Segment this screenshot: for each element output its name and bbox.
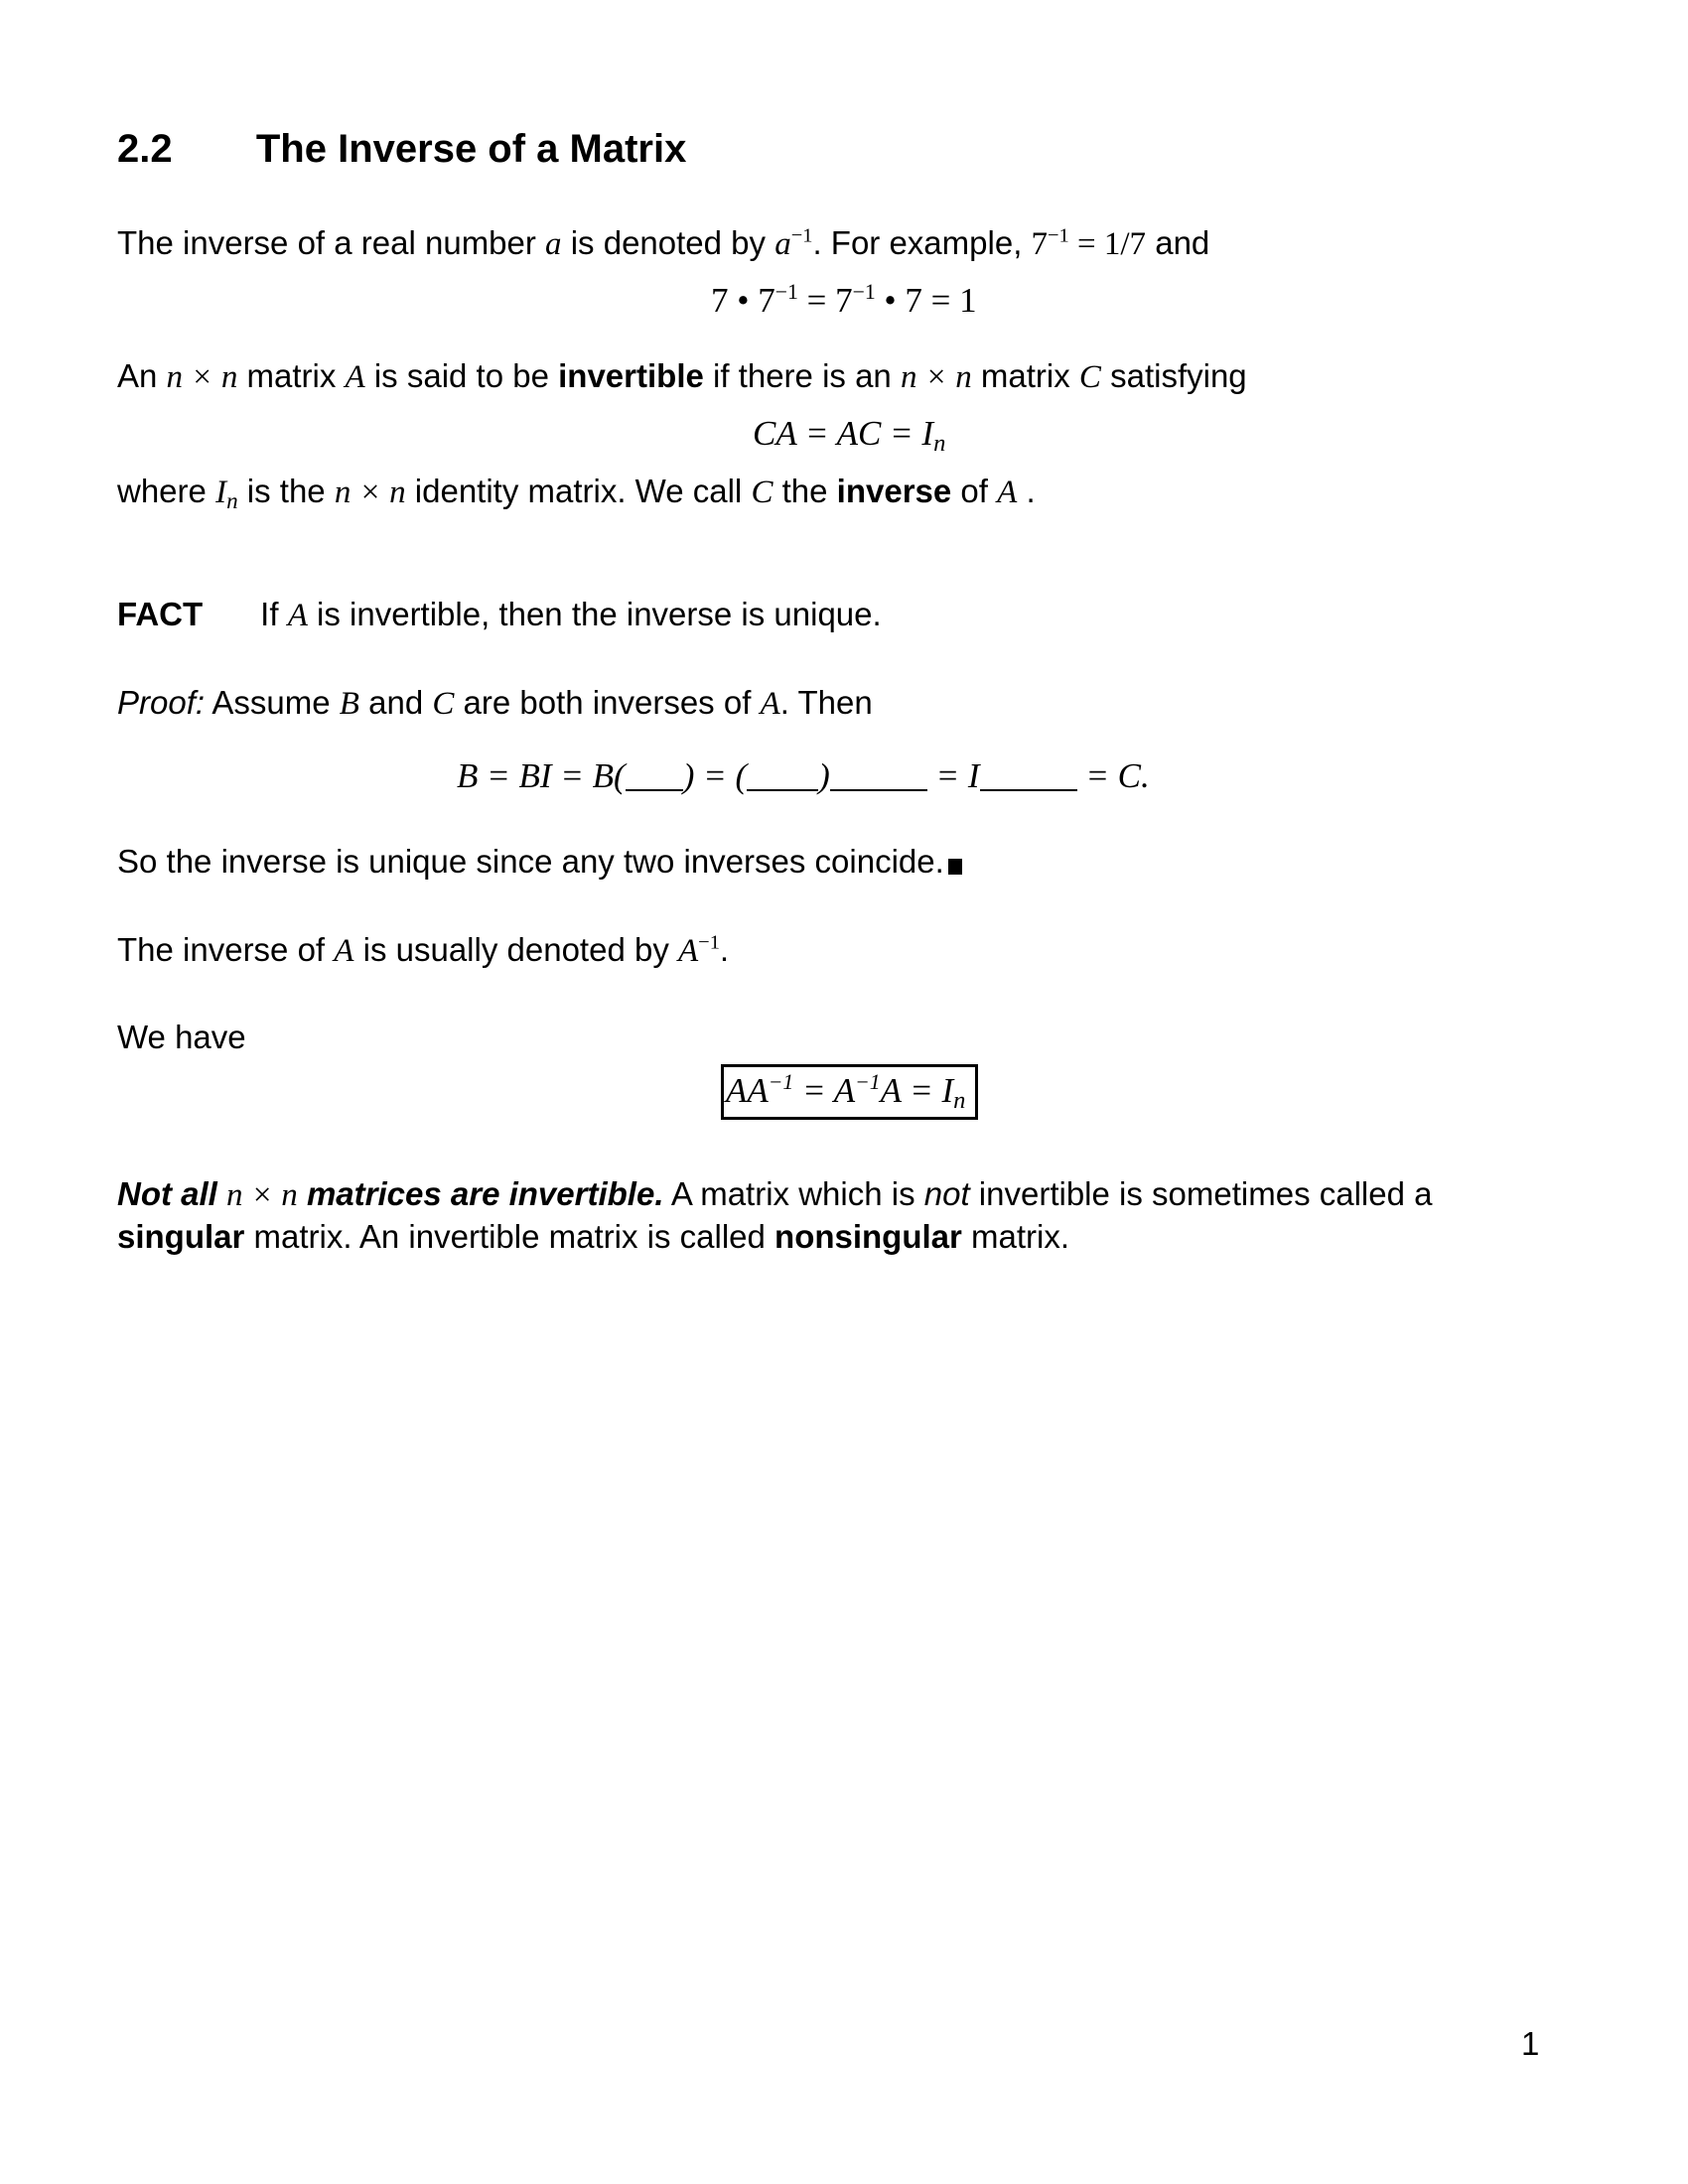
text: where — [117, 473, 216, 509]
math-subscript: n — [953, 1087, 966, 1115]
equation-seven-inverse — [711, 281, 977, 321]
math-part: = 7 — [797, 281, 853, 320]
math-exponent: −1 — [852, 279, 876, 304]
emphasis-text: matrices are invertible. — [297, 1175, 664, 1212]
math-part: ) — [818, 756, 830, 795]
math-part: A = I — [880, 1071, 954, 1110]
text: of — [951, 473, 998, 509]
text: . — [1017, 473, 1036, 509]
text: matrix — [237, 357, 346, 394]
math-var: A — [345, 359, 365, 395]
fill-in-blank-4[interactable] — [980, 761, 1077, 791]
equation-uniqueness-proof — [457, 756, 1150, 796]
math-subscript: n — [933, 430, 946, 458]
math-exponent: −1 — [855, 1069, 881, 1094]
math-part: • 7 = 1 — [875, 281, 977, 320]
text: . For example, — [812, 224, 1032, 261]
text: if there is an — [703, 357, 901, 394]
fill-in-blank-2[interactable] — [747, 761, 818, 791]
paragraph-invertible-definition — [117, 357, 1247, 396]
math-part: = A — [793, 1071, 856, 1110]
text: Assume — [205, 684, 340, 721]
fill-in-blank-1[interactable] — [626, 761, 683, 791]
text: satisfying — [1100, 357, 1247, 394]
text: are both inverses of — [454, 684, 761, 721]
math-part: = I — [926, 756, 980, 795]
text: The inverse of — [117, 931, 335, 968]
text: A matrix which is — [663, 1175, 924, 1212]
text: matrix. — [961, 1218, 1070, 1255]
paragraph-line-1 — [117, 1173, 1432, 1216]
math-expression: n × n — [226, 1177, 298, 1213]
math-expression: = 1/7 — [1068, 226, 1147, 262]
math-part: 7 • 7 — [711, 281, 775, 320]
text: invertible is sometimes called a — [969, 1175, 1433, 1212]
fill-in-blank-3[interactable] — [830, 761, 927, 791]
math-exponent: −1 — [790, 224, 813, 247]
paragraph-line-2 — [117, 1216, 1432, 1258]
math-var: A — [334, 933, 354, 969]
math-subscript: n — [226, 486, 238, 513]
math-var: A — [997, 475, 1018, 510]
math-var: C — [432, 686, 455, 722]
emphasis-text: Not all — [117, 1175, 227, 1212]
text: The inverse of a real number — [117, 224, 546, 261]
text: So the inverse is unique since any two inverses coincide. — [117, 843, 944, 880]
we-have-text: We have — [117, 1019, 246, 1055]
math-expression: n × n — [334, 475, 406, 510]
math-var: a — [545, 226, 562, 262]
paragraph-inverse-term — [117, 473, 1036, 511]
equation-inverse-definition — [753, 414, 946, 458]
text: is invertible, then the inverse is unique. — [307, 596, 882, 632]
text: is denoted by — [561, 224, 775, 261]
math-var: B — [339, 686, 359, 722]
math-exponent: −1 — [774, 279, 798, 304]
text: An — [117, 357, 167, 394]
math-var: I — [215, 475, 227, 510]
italic-text: not — [923, 1175, 970, 1212]
term-nonsingular: nonsingular — [774, 1218, 962, 1255]
text: . — [719, 931, 730, 968]
math-part: B = BI = B( — [457, 756, 626, 795]
term-invertible: invertible — [558, 357, 704, 394]
math-exponent: −1 — [698, 931, 720, 954]
text: identity matrix. We call — [405, 473, 752, 509]
math-part: = C. — [1076, 756, 1150, 795]
math-expression: CA = AC = I — [753, 414, 934, 453]
boxed-equation-inverse-identity — [721, 1064, 978, 1120]
text: is usually denoted by — [353, 931, 678, 968]
term-singular: singular — [117, 1218, 245, 1255]
text: and — [358, 684, 433, 721]
math-part: ) = ( — [682, 756, 748, 795]
math-exponent: −1 — [1048, 224, 1069, 247]
text: is the — [237, 473, 335, 509]
section-heading — [117, 127, 686, 172]
text: matrix — [971, 357, 1079, 394]
term-inverse: inverse — [836, 473, 952, 509]
text: is said to be — [364, 357, 559, 394]
qed-square-icon — [948, 859, 962, 875]
proof-label: Proof: — [117, 684, 206, 721]
section-number: 2.2 — [117, 127, 173, 171]
text: . Then — [779, 684, 873, 721]
fact-statement — [117, 596, 882, 634]
math-var: a — [774, 226, 791, 262]
math-exponent: −1 — [768, 1069, 794, 1094]
math-var: A — [760, 686, 780, 722]
math-number: 7 — [1031, 226, 1049, 262]
math-expression: n × n — [900, 359, 972, 395]
proof-intro — [117, 684, 873, 723]
paragraph-notation — [117, 931, 729, 970]
math-part: AA — [726, 1071, 769, 1110]
math-expression: n × n — [166, 359, 238, 395]
page-number: 1 — [1521, 2025, 1540, 2062]
text: the — [773, 473, 837, 509]
math-var: C — [1078, 359, 1101, 395]
text: If — [260, 596, 288, 632]
math-var: C — [751, 475, 774, 510]
text: matrix. An invertible matrix is called — [244, 1218, 775, 1255]
paragraph-real-inverse — [117, 224, 1209, 263]
text: and — [1146, 224, 1210, 261]
proof-conclusion — [117, 843, 962, 881]
section-title: The Inverse of a Matrix — [255, 127, 687, 171]
paragraph-singular — [117, 1173, 1432, 1258]
math-var: A — [678, 933, 699, 969]
math-var: A — [287, 598, 308, 633]
fact-label: FACT — [117, 596, 204, 632]
